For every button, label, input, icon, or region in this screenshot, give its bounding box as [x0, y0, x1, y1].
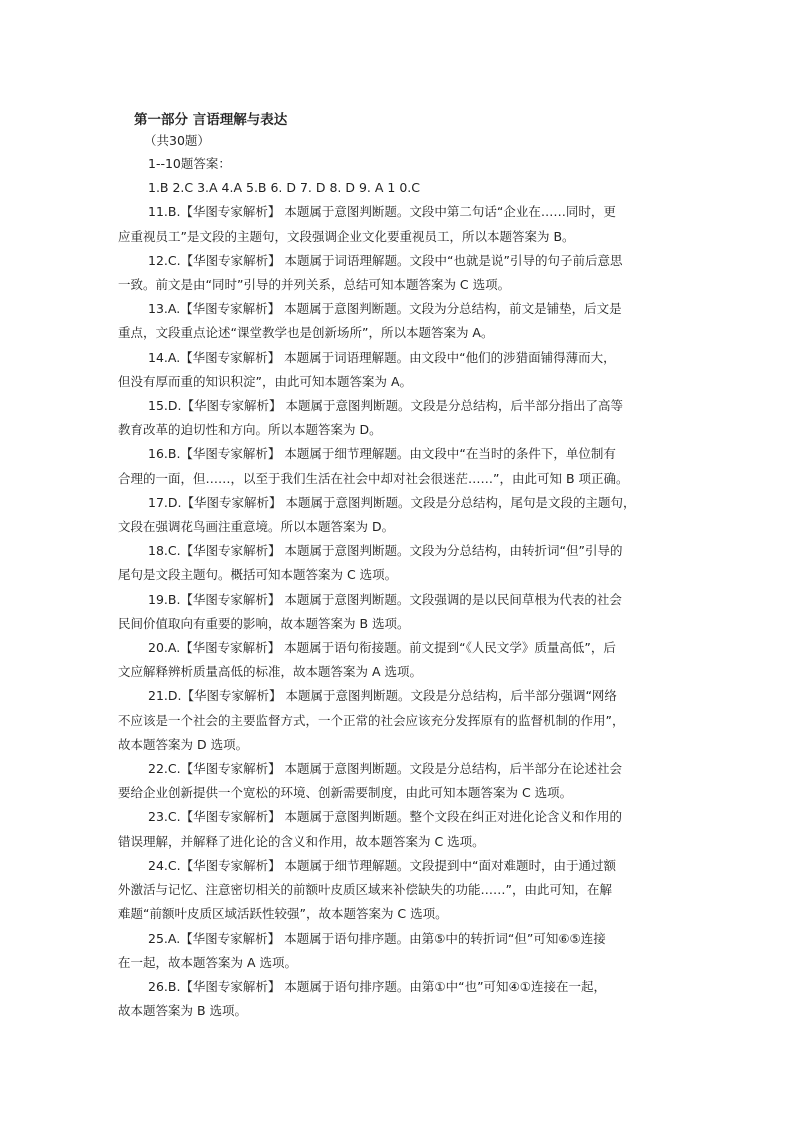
explanation-paragraph	[118, 927, 678, 975]
explanation-line: 一致。前文是由“同时”引导的并列关系，总结可知本题答案为 C 选项。	[118, 277, 511, 293]
explanation-line: 应重视员工”是文段的主题句，文段强调企业文化要重视员工，所以本题答案为 B。	[118, 228, 575, 244]
explanation-line: 教育改革的迫切性和方向。所以本题答案为 D。	[118, 422, 382, 438]
explanation-paragraph	[118, 539, 678, 587]
explanation-paragraph	[118, 757, 678, 805]
explanation-paragraph	[118, 442, 678, 490]
explanation-paragraph	[118, 588, 678, 636]
answer-section	[118, 111, 678, 1023]
explanation-line: 故本题答案为 B 选项。	[118, 1003, 248, 1019]
explanation-line: 外激活与记忆、注意密切相关的前额叶皮质区域来补偿缺失的功能……”，由此可知，在解	[118, 882, 612, 898]
explanation-line: 难题“前额叶皮质区域活跃性较强”，故本题答案为 C 选项。	[118, 906, 448, 922]
explanation-line: 13.A.【华图专家解析】 本题属于意图判断题。文段为分总结构，前文是铺垫，后文是	[148, 301, 622, 317]
answers-line: 1.B 2.C 3.A 4.A 5.B 6. D 7. D 8. D 9. A 1 0.C	[148, 180, 420, 196]
explanation-line: 26.B.【华图专家解析】 本题属于语句排序题。由第①中“也”可知④①连接在一起，	[148, 978, 606, 994]
explanation-line: 22.C.【华图专家解析】 本题属于意图判断题。文段是分总结构，后半部分在论述社会	[148, 761, 623, 777]
explanation-line: 尾句是文段主题句。概括可知本题答案为 C 选项。	[118, 567, 398, 583]
explanation-line: 25.A.【华图专家解析】 本题属于语句排序题。由第⑤中的转折词“但”可知⑥⑤连接	[148, 930, 606, 946]
explanation-paragraph	[118, 200, 678, 248]
explanation-paragraph	[118, 636, 678, 684]
explanation-paragraph	[118, 249, 678, 297]
explanation-line: 19.B.【华图专家解析】 本题属于意图判断题。文段强调的是以民间草根为代表的社会	[148, 591, 622, 607]
explanation-line: 民间价值取向有重要的影响，故本题答案为 B 选项。	[118, 615, 410, 631]
explanation-line: 18.C.【华图专家解析】 本题属于意图判断题。文段为分总结构，由转折词“但”引导的	[148, 543, 623, 559]
explanation-line: 14.A.【华图专家解析】 本题属于词语理解题。由文段中“他们的涉猎面铺得薄而大，	[148, 349, 616, 365]
explanation-paragraph	[118, 854, 678, 927]
section-title: 第一部分 言语理解与表达	[134, 112, 288, 128]
explanation-paragraph	[118, 297, 678, 345]
explanation-line: 12.C.【华图专家解析】 本题属于词语理解题。文段中“也就是说”引导的句子前后意思	[148, 252, 623, 268]
explanation-line: 故本题答案为 D 选项。	[118, 736, 249, 752]
explanation-line: 20.A.【华图专家解析】 本题属于语句衔接题。前文提到“《人民文学》质量高低”，后	[148, 640, 616, 656]
explanation-line: 文应解释辨析质量高低的标准，故本题答案为 A 选项。	[118, 664, 422, 680]
explanation-line: 不应该是一个社会的主要监督方式，一个正常的社会应该充分发挥原有的监督机制的作用”，	[118, 712, 625, 728]
explanation-line: 要给企业创新提供一个宽松的环境、创新需要制度，由此可知本题答案为 C 选项。	[118, 785, 573, 801]
explanation-line: 11.B.【华图专家解析】 本题属于意图判断题。文段中第二句话“企业在……同时，更	[148, 204, 616, 220]
answers-label: 1--10题答案：	[148, 156, 231, 171]
explanation-line: 在一起，故本题答案为 A 选项。	[118, 954, 297, 970]
explanation-line: 15.D.【华图专家解析】 本题属于意图判断题。文段是分总结构，后半部分指出了高等	[148, 398, 623, 414]
explanation-line: 文段在强调花鸟画注重意境。所以本题答案为 D。	[118, 519, 395, 535]
explanation-line: 16.B.【华图专家解析】 本题属于细节理解题。由文段中“在当时的条件下，单位制有	[148, 446, 616, 462]
explanation-line: 重点，文段重点论述“课堂教学也是创新场所”，所以本题答案为 A。	[118, 325, 494, 341]
explanation-paragraph	[118, 491, 678, 539]
explanation-paragraph	[118, 346, 678, 394]
explanation-line: 24.C.【华图专家解析】 本题属于细节理解题。文段提到中“面对难题时，由于通过额	[148, 857, 617, 873]
explanation-paragraph	[118, 805, 678, 853]
explanation-line: 23.C.【华图专家解析】 本题属于意图判断题。整个文段在纠正对进化论含义和作用的	[148, 809, 623, 825]
explanation-paragraph	[118, 684, 678, 757]
explanation-paragraph	[118, 394, 678, 442]
explanation-list	[118, 200, 678, 1023]
explanation-line: 合理的一面，但……，以至于我们生活在社会中却对社会很迷茫……”，由此可知 B 项正确。	[118, 470, 629, 486]
explanation-line: 21.D.【华图专家解析】 本题属于意图判断题。文段是分总结构，后半部分强调“网络	[148, 688, 617, 704]
explanation-line: 17.D.【华图专家解析】 本题属于意图判断题。文段是分总结构，尾句是文段的主题句，	[148, 494, 636, 510]
explanation-line: 错误理解，并解释了进化论的含义和作用，故本题答案为 C 选项。	[118, 833, 485, 849]
explanation-line: 但没有厚而重的知识积淀”，由此可知本题答案为 A。	[118, 373, 413, 389]
question-count: （共30题）	[144, 133, 210, 148]
explanation-paragraph	[118, 975, 678, 1023]
